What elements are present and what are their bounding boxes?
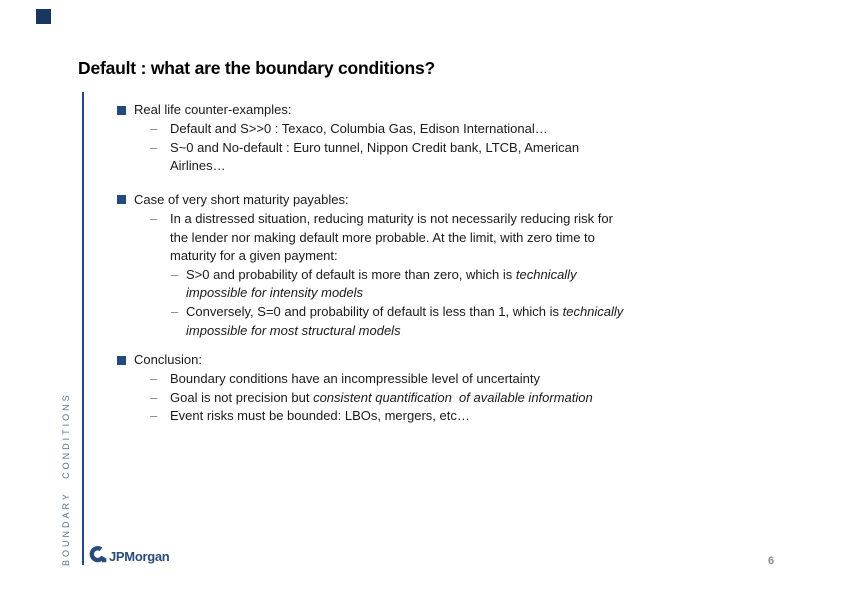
square-bullet-icon bbox=[117, 101, 134, 120]
section-divider-line bbox=[82, 92, 84, 565]
bullet-item-row bbox=[117, 157, 737, 176]
bullet-item-text: Boundary conditions have an incompressible level of uncertainty bbox=[170, 371, 540, 387]
dash-bullet-spacer bbox=[150, 157, 170, 176]
bullet-item-row bbox=[117, 284, 737, 303]
bullet-item-row bbox=[117, 322, 737, 341]
bullet-item-row bbox=[117, 139, 737, 158]
bullet-item-row bbox=[117, 210, 737, 229]
bullet-item-text: Goal is not precision but consistent quantification of available information bbox=[170, 389, 593, 405]
dash-bullet: – bbox=[150, 389, 158, 405]
bullet-item-text: maturity for a given payment: bbox=[170, 248, 338, 264]
bullet-item-row bbox=[117, 407, 737, 426]
bullet-item-row bbox=[117, 266, 737, 285]
dash-bullet-spacer bbox=[150, 247, 170, 266]
jpmorgan-logo-icon bbox=[89, 545, 108, 564]
square-bullet-icon bbox=[117, 191, 134, 210]
square-bullet-icon bbox=[117, 351, 134, 370]
dash-bullet: – bbox=[150, 139, 158, 155]
dash-bullet: – bbox=[150, 408, 158, 424]
dash-bullet: – bbox=[150, 210, 158, 226]
bullet-item-row bbox=[117, 229, 737, 248]
content-blocks bbox=[117, 101, 737, 426]
dash-bullet-spacer bbox=[171, 284, 186, 303]
bullet-block bbox=[117, 191, 737, 340]
dash-bullet: – bbox=[171, 303, 179, 319]
bullet-item-text: Event risks must be bounded: LBOs, mergers, etc… bbox=[170, 408, 470, 424]
section-vertical-label: BOUNDARY CONDITIONS bbox=[61, 392, 71, 566]
bullet-block bbox=[117, 351, 737, 426]
bullet-item-text: S>0 and probability of default is more than zero, which is technically bbox=[186, 266, 577, 282]
bullet-item-row bbox=[117, 120, 737, 139]
dash-bullet: – bbox=[150, 371, 158, 387]
bullet-item-text: the lender nor making default more probable. At the limit, with zero time to bbox=[170, 229, 595, 245]
bullet-item-row bbox=[117, 389, 737, 408]
dash-bullet: – bbox=[150, 121, 158, 137]
bullet-item-row bbox=[117, 370, 737, 389]
bullet-heading-row bbox=[117, 191, 737, 210]
bullet-heading-text: Case of very short maturity payables: bbox=[134, 191, 349, 207]
bullet-heading-text: Real life counter-examples: bbox=[134, 102, 292, 117]
corner-accent-square bbox=[36, 9, 51, 24]
bullet-item-text: In a distressed situation, reducing maturity is not necessarily reducing risk for bbox=[170, 210, 613, 226]
jpmorgan-logo-text: JPMorgan bbox=[109, 549, 170, 564]
bullet-block bbox=[117, 101, 737, 176]
bullet-heading-row bbox=[117, 351, 737, 370]
slide-title: Default : what are the boundary conditions? bbox=[78, 58, 435, 78]
bullet-heading-row bbox=[117, 101, 737, 120]
bullet-item-text: impossible for intensity models bbox=[186, 285, 364, 301]
dash-bullet: – bbox=[171, 266, 179, 282]
bullet-item-text: Airlines… bbox=[170, 158, 226, 174]
bullet-item-text: Default and S>>0 : Texaco, Columbia Gas, Edison International… bbox=[170, 121, 548, 137]
bullet-item-row bbox=[117, 303, 737, 322]
jpmorgan-logo bbox=[89, 544, 169, 564]
dash-bullet-spacer bbox=[150, 229, 170, 248]
bullet-item-row bbox=[117, 247, 737, 266]
bullet-item-text: impossible for most structural models bbox=[186, 322, 401, 338]
bullet-item-text: S~0 and No-default : Euro tunnel, Nippon Credit bank, LTCB, American bbox=[170, 139, 580, 155]
dash-bullet-spacer bbox=[171, 322, 186, 341]
bullet-heading-text: Conclusion: bbox=[134, 352, 202, 368]
bullet-item-text: Conversely, S=0 and probability of default is less than 1, which is technically bbox=[186, 303, 624, 319]
page-number: 6 bbox=[768, 555, 775, 567]
